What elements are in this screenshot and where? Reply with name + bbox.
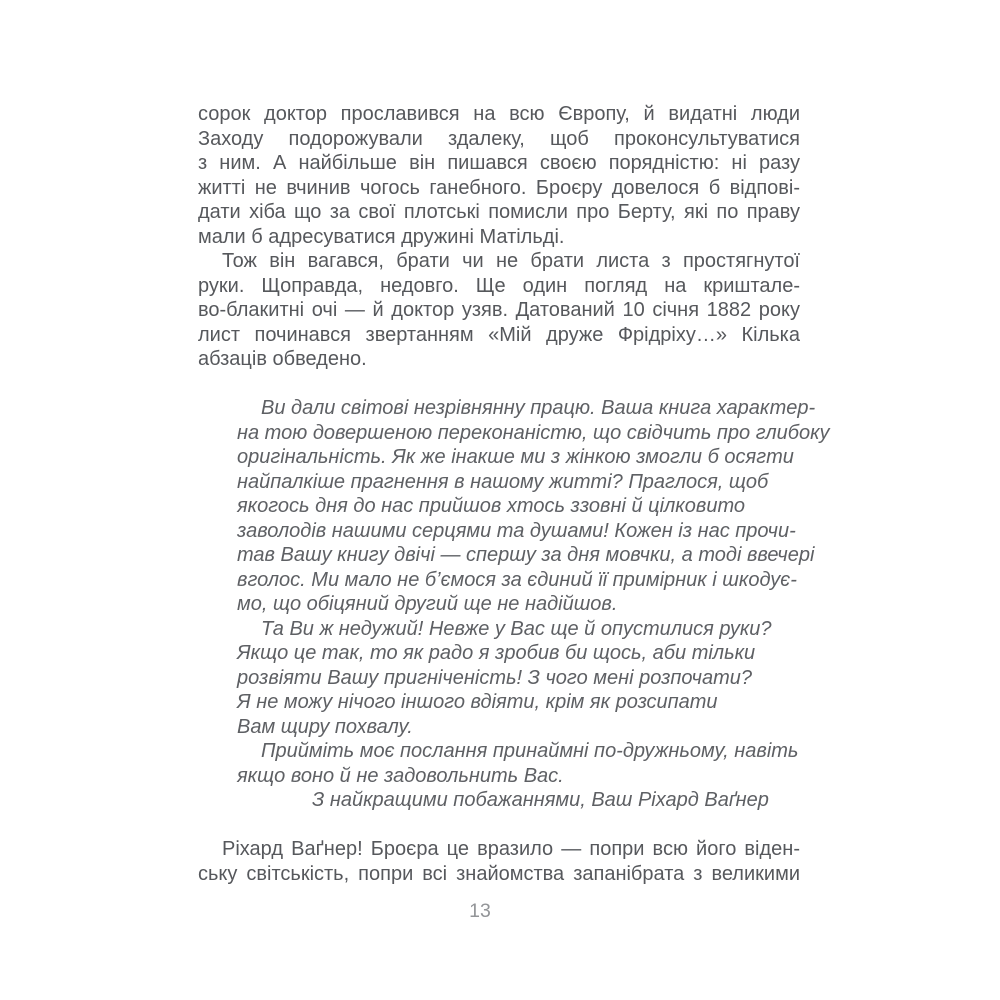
text-line: Якщо це так, то як радо я зробив би щось, аби тільки <box>237 642 756 664</box>
text-line: Ріхард Ваґнер! Броєра це вразило — попри всю його віден- <box>222 838 800 860</box>
text-line: ську світськість, попри всі знайомства запанібрата з великими <box>198 862 800 885</box>
paragraph-hesitation <box>198 249 800 372</box>
text-line: оригінальність. Як же інакше ми з жінкою змогли б осягти <box>237 446 794 468</box>
text-line: Ви дали світові незрівнянну працю. Ваша книга характер- <box>261 397 816 419</box>
text-line: во-блакитні очі — й доктор узяв. Датований 10 січня 1882 року <box>198 299 800 321</box>
text-line: мали б адресуватися дружині Матільді. <box>198 225 565 248</box>
text-line: дати хіба що за свої плотські помисли про Берту, які по праву <box>198 201 800 223</box>
letter-paragraph-1 <box>237 396 830 617</box>
text-line: Та Ви ж недужий! Невже у Вас ще й опустилися руки? <box>261 617 772 640</box>
text-line: тав Вашу книгу двічі — спершу за дня мовчки, а тоді ввечері <box>237 544 815 566</box>
text-line: вголос. Ми мало не б’ємося за єдиний її примірник і шкодує- <box>237 568 797 591</box>
text-line: руки. Щоправда, недовго. Ще один погляд на криштале- <box>198 274 800 297</box>
paragraph-reaction <box>198 837 800 886</box>
text-line: розвіяти Вашу пригніченість! З чого мені розпочати? <box>237 666 753 689</box>
text-line: з ним. А найбільше він пишався своєю порядністю: ні разу <box>198 152 800 174</box>
text-line: мо, що обіцяний другий ще не надійшов. <box>237 593 618 615</box>
text-line: абзаців обведено. <box>198 348 367 370</box>
text-line: Я не можу нічого іншого вдіяти, крім як розсипати <box>237 691 718 713</box>
text-line: Прийміть моє послання принаймні по-дружньому, навіть <box>261 740 799 762</box>
text-line: якщо воно й не задовольнить Вас. <box>237 764 564 787</box>
page-number: 13 <box>469 900 491 922</box>
text-line: якогось дня до нас прийшов хтось ззовні й цілковито <box>237 495 745 517</box>
text-line: лист починався звертанням «Мій друже Фрідріху…» Кілька <box>198 323 800 346</box>
text-line: Тож він вагався, брати чи не брати листа з простягнутої <box>222 250 800 272</box>
letter-paragraph-3 <box>237 739 800 788</box>
text-line: найпалкіше прагнення в нашому житті? Праглося, щоб <box>237 470 769 493</box>
paragraph-continuation <box>198 102 800 249</box>
text-block <box>198 102 830 886</box>
text-line: на тою довершеною переконаністю, що свідчить про глибоку <box>237 421 830 444</box>
letter-paragraph-2 <box>237 617 800 740</box>
text-line: Заходу подорожували здалеку, щоб проконсультуватися <box>198 127 800 150</box>
text-line: Вам щиру похвалу. <box>237 715 413 738</box>
letter-signature: З найкращими побажаннями, Ваш Ріхард Ваґнер <box>312 789 769 811</box>
text-line: житті не вчинив чогось ганебного. Броєру довелося б відпові- <box>198 176 800 199</box>
text-line: заволодів нашими серцями та душами! Кожен із нас прочи- <box>237 519 796 542</box>
letter-quote-block <box>237 396 830 813</box>
text-line: сорок доктор прославився на всю Європу, й видатні люди <box>198 103 800 125</box>
